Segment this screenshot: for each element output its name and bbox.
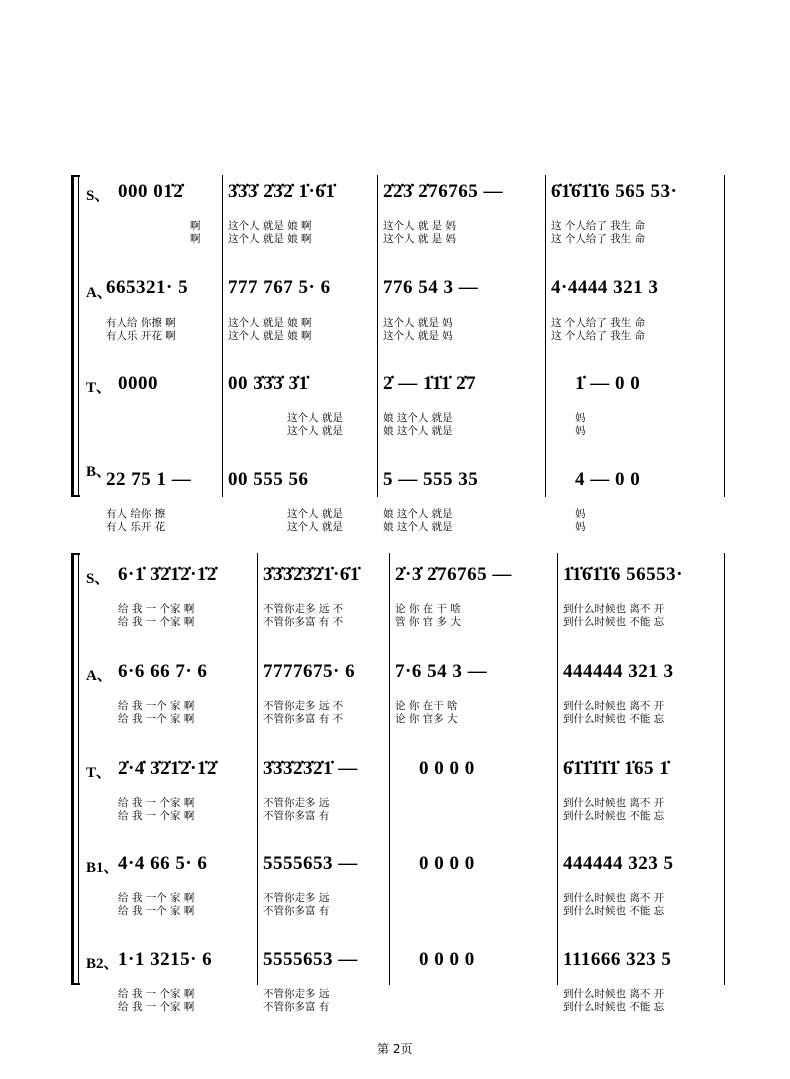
lyric-line: 娘 这个人 就是 [383, 508, 453, 520]
lyric-line: 不管你走多 远 不 [263, 603, 344, 615]
barline [257, 553, 258, 985]
lyric-line: 这个人 就是 [287, 521, 343, 533]
lyric-line: 到什么时候也 不能 忘 [563, 616, 665, 628]
notes-measure: 3̇3̇3̇2̇3̇2̇1̇·6̇1̇ [263, 564, 360, 585]
notes-measure: 111666 323 5 [563, 949, 672, 970]
notes-measure: 444444 323 5 [563, 853, 674, 874]
lyric-line: 到什么时候也 不能 忘 [563, 1001, 665, 1013]
notes-measure: 4·4444 321 3 [551, 277, 659, 298]
notes-measure: 0 0 0 0 [419, 853, 475, 874]
barline [545, 175, 546, 497]
barline [222, 175, 223, 497]
lyric-line: 这个人 就 是 妈 [383, 233, 457, 245]
notes-measure: 7777675· 6 [263, 661, 356, 682]
part-label-bass: B、 [86, 464, 112, 480]
part-label-bass-1: B1、 [86, 860, 119, 876]
notes-measure: 5555653 — [263, 949, 358, 970]
lyric-line: 给 我 一个 家 啊 [118, 700, 195, 712]
notes-measure: 2̇·4̇ 3̇2̇1̇2̇·1̇2̇ [118, 758, 217, 779]
lyric-line: 给 我 一 个家 啊 [118, 603, 195, 615]
bracket-top [71, 553, 80, 555]
notes-measure: 1̇1̇6̇1̇1̇6 56553· [563, 564, 683, 585]
notes-measure: 0 0 0 0 [419, 949, 475, 970]
notes-measure: 000 01̇2̇ [118, 181, 184, 202]
lyric-line: 不管你多富 有 [263, 1001, 330, 1013]
lyric-line: 论 你 在 干 啥 [395, 603, 461, 615]
notes-measure: 776 54 3 — [383, 277, 479, 298]
part-label-soprano: S、 [86, 188, 110, 204]
notes-measure: 2̇·3̇ 2̇76765 — [395, 564, 512, 585]
lyric-line: 给 我 一个 家 啊 [118, 713, 195, 725]
bracket-bottom [71, 495, 80, 497]
lyric-line: 到什么时候也 离不 开 [563, 603, 665, 615]
notes-measure: 0000 [118, 373, 158, 394]
lyric-line: 到什么时候也 离不 开 [563, 700, 665, 712]
lyric-line: 娘 这个人 就是 [383, 412, 453, 424]
notes-measure: 3̇3̇3̇ 2̇3̇2̇ 1̇·6̇1̇ [228, 181, 336, 202]
lyric-line: 娘 这个人 就是 [383, 521, 453, 533]
lyric-line: 到什么时候也 不能 忘 [563, 810, 665, 822]
notes-measure: 0 0 0 0 [419, 758, 475, 779]
notes-measure: 4·4 66 5· 6 [118, 853, 208, 874]
lyric-line: 给 我 一 个家 啊 [118, 797, 195, 809]
lyric-line: 到什么时候也 离不 开 [563, 988, 665, 1000]
notes-measure: 4 — 0 0 [575, 469, 641, 490]
lyric-line: 娘 这个人 就是 [383, 425, 453, 437]
lyric-line: 这个人 就 是 妈 [383, 220, 457, 232]
notes-measure: 1̇ — 0 0 [575, 373, 641, 394]
notes-measure: 22 75 1 — [106, 469, 192, 490]
part-label-alto: A、 [86, 285, 112, 301]
lyric-line: 这个人 就是 [287, 425, 343, 437]
lyric-line: 管 你 官 多 大 [395, 616, 461, 628]
lyric-line: 有人 乐开 花 [106, 521, 166, 533]
notes-measure: 5 — 555 35 [383, 469, 479, 490]
lyric-line: 给 我 一 个家 啊 [118, 1001, 195, 1013]
system-line [78, 553, 79, 985]
lyric-line: 这个人 就是 [287, 508, 343, 520]
lyric-line: 这 个人给了 我生 命 [551, 317, 646, 329]
barline [724, 175, 725, 497]
lyric-line: 这个人 就是 妈 [383, 330, 453, 342]
lyric-line: 这个人 就是 娘 啊 [228, 220, 312, 232]
lyric-line: 到什么时候也 不能 忘 [563, 905, 665, 917]
lyric-line: 有人给 你擦 啊 [106, 317, 176, 329]
notes-measure: 1·1 3215· 6 [118, 949, 213, 970]
lyric-line: 妈 [575, 521, 586, 533]
lyric-line: 这 个人给了 我生 命 [551, 330, 646, 342]
lyric-line: 不管你走多 远 不 [263, 700, 344, 712]
lyric-line: 这个人 就是 娘 啊 [228, 317, 312, 329]
lyric-line: 妈 [575, 425, 586, 437]
lyric-line: 给 我 一 个家 啊 [118, 810, 195, 822]
lyric-line: 论 你 官多 大 [395, 713, 458, 725]
lyric-line: 论 你 在干 啥 [395, 700, 458, 712]
lyric-line: 给 我 一个 家 啊 [118, 905, 195, 917]
notes-measure: 777 767 5· 6 [228, 277, 331, 298]
lyric-line: 这个人 就是 妈 [383, 317, 453, 329]
lyric-line: 不管你多富 有 不 [263, 616, 344, 628]
lyric-line: 啊 [190, 233, 201, 245]
page-number: 第 2页 [377, 1042, 413, 1056]
notes-measure: 2̇2̇3̇ 2̇76765 — [383, 181, 503, 202]
barline [377, 175, 378, 497]
notes-measure: 5555653 — [263, 853, 358, 874]
barline [389, 553, 390, 985]
lyric-line: 到什么时候也 离不 开 [563, 797, 665, 809]
part-label-tenor: T、 [86, 380, 112, 396]
notes-measure: 6̇1̇6̇1̇1̇6 565 53· [551, 181, 678, 202]
barline [724, 553, 725, 985]
notes-measure: 7·6 54 3 — [395, 661, 488, 682]
lyric-line: 妈 [575, 508, 586, 520]
lyric-line: 有人 给你 擦 [106, 508, 166, 520]
notes-measure: 00 555 56 [228, 469, 309, 490]
part-label-tenor: T、 [86, 765, 112, 781]
bracket-top [71, 175, 80, 177]
notes-measure: 2̇ — 1̇1̇1̇ 2̇7 [383, 373, 477, 394]
notes-measure: 665321· 5 [106, 277, 189, 298]
part-label-alto: A、 [86, 668, 112, 684]
notes-measure: 3̇3̇3̇2̇3̇2̇1̇ — [263, 758, 358, 779]
lyric-line: 啊 [190, 220, 201, 232]
lyric-line: 给 我 一 个家 啊 [118, 988, 195, 1000]
lyric-line: 到什么时候也 离不 开 [563, 892, 665, 904]
barline [557, 553, 558, 985]
lyric-line: 妈 [575, 412, 586, 424]
system-line [78, 175, 79, 497]
part-label-soprano: S、 [86, 571, 110, 587]
notes-measure: 6·6 66 7· 6 [118, 661, 208, 682]
notes-measure: 444444 321 3 [563, 661, 674, 682]
lyric-line: 不管你多富 有 [263, 905, 330, 917]
lyric-line: 有人乐 开花 啊 [106, 330, 176, 342]
lyric-line: 不管你多富 有 [263, 810, 330, 822]
lyric-line: 到什么时候也 不能 忘 [563, 713, 665, 725]
part-label-bass-2: B2、 [86, 956, 119, 972]
notes-measure: 6·1̇ 3̇2̇1̇2̇·1̇2̇ [118, 564, 217, 585]
lyric-line: 不管你走多 远 [263, 797, 330, 809]
lyric-line: 这个人 就是 [287, 412, 343, 424]
lyric-line: 这个人 就是 娘 啊 [228, 330, 312, 342]
lyric-line: 给 我 一 个家 啊 [118, 616, 195, 628]
bracket-bottom [71, 983, 80, 985]
lyric-line: 这 个人给了 我生 命 [551, 233, 646, 245]
lyric-line: 不管你多富 有 不 [263, 713, 344, 725]
notes-measure: 00 3̇3̇3̇ 3̇1̇ [228, 373, 309, 394]
lyric-line: 不管你走多 远 [263, 892, 330, 904]
system-bracket [71, 553, 74, 985]
lyric-line: 不管你走多 远 [263, 988, 330, 1000]
system-bracket [71, 175, 74, 497]
lyric-line: 这个人 就是 娘 啊 [228, 233, 312, 245]
lyric-line: 给 我 一个 家 啊 [118, 892, 195, 904]
notes-measure: 6̇1̇1̇1̇1̇1̇ 1̇65 1̇ [563, 758, 670, 779]
lyric-line: 这 个人给了 我生 命 [551, 220, 646, 232]
